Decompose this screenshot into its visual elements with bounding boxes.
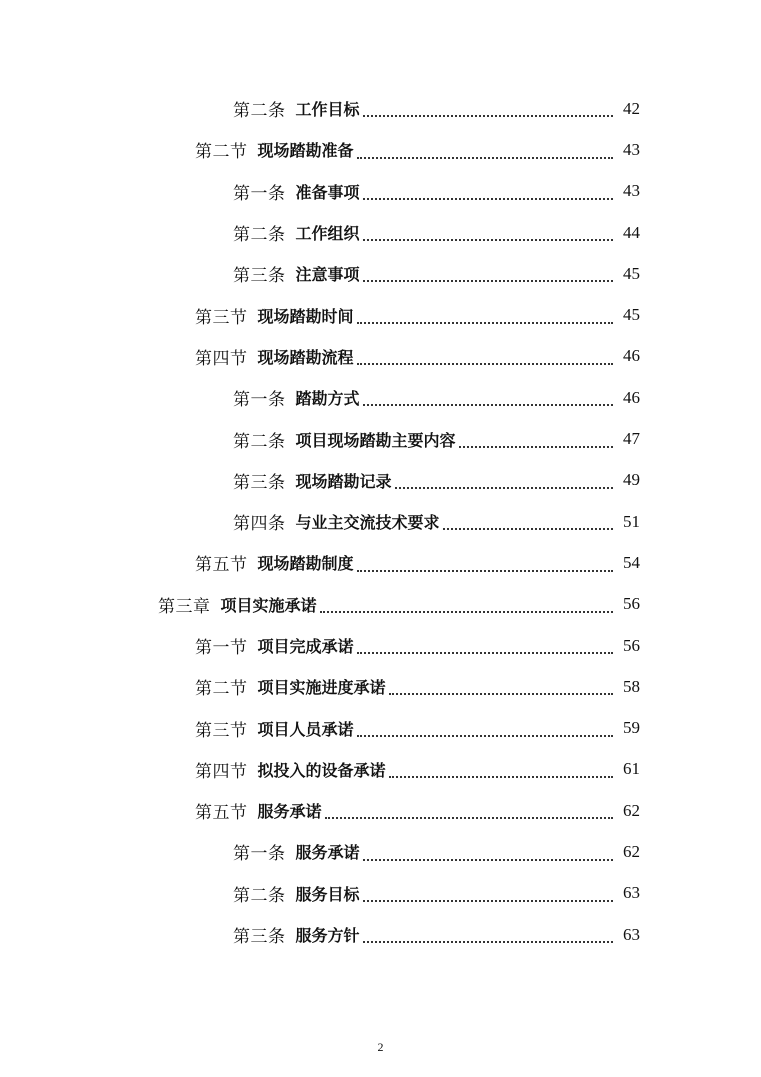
toc-entry-page: 56	[623, 635, 640, 655]
toc-entry-title: 服务承诺	[295, 843, 360, 863]
toc-entry-title: 与业主交流技术要求	[295, 513, 440, 533]
toc-entry[interactable]	[0, 625, 761, 666]
toc-entry-page: 43	[623, 181, 640, 201]
toc-entry-number: 第二节	[195, 679, 248, 700]
toc-entry-title: 项目现场踏勘主要内容	[295, 430, 456, 450]
toc-entry[interactable]	[0, 749, 761, 790]
toc-entry[interactable]	[0, 542, 761, 583]
toc-entry-title: 项目实施承诺	[220, 595, 317, 615]
toc-entry[interactable]	[0, 501, 761, 542]
toc-entry-page: 62	[623, 841, 640, 861]
toc-entry-number: 第三章	[158, 596, 211, 617]
toc-entry-page: 59	[623, 718, 640, 738]
toc-dot-leader	[363, 238, 613, 241]
toc-dot-leader	[357, 651, 613, 654]
toc-entry-title: 服务承诺	[257, 802, 322, 822]
toc-entry-title: 项目人员承诺	[257, 719, 354, 739]
toc-entry-title: 现场踏勘流程	[257, 347, 354, 367]
toc-entry[interactable]	[0, 171, 761, 212]
toc-entry-number: 第三条	[233, 472, 286, 493]
toc-entry-number: 第五节	[195, 555, 248, 576]
toc-entry-page: 44	[623, 222, 640, 242]
toc-dot-leader	[357, 569, 613, 572]
toc-entry-number: 第三节	[195, 307, 248, 328]
toc-dot-leader	[363, 899, 613, 902]
toc-dot-leader	[363, 403, 613, 406]
toc-entry-title: 注意事项	[295, 265, 360, 285]
toc-entry-number: 第二条	[233, 225, 286, 246]
toc-entry-number: 第二条	[233, 101, 286, 122]
toc-entry-title: 工作目标	[295, 100, 360, 120]
toc-entry-page: 43	[623, 139, 640, 159]
toc-entry-number: 第二条	[233, 431, 286, 452]
toc-entry-page: 61	[623, 759, 640, 779]
toc-entry[interactable]	[0, 294, 761, 335]
toc-entry-title: 现场踏勘时间	[257, 306, 354, 326]
toc-entry-title: 现场踏勘准备	[257, 141, 354, 161]
toc-entry-number: 第二条	[233, 885, 286, 906]
page-number: 2	[377, 1040, 384, 1054]
toc-entry-number: 第一条	[233, 390, 286, 411]
toc-entry-number: 第一节	[195, 638, 248, 658]
toc-dot-leader	[459, 445, 613, 448]
toc-entry[interactable]	[0, 914, 761, 955]
toc-entry-title: 项目实施进度承诺	[257, 678, 386, 698]
toc-dot-leader	[389, 775, 613, 778]
toc-entry-title: 项目完成承诺	[257, 637, 354, 656]
toc-dot-leader	[357, 321, 613, 324]
toc-entry-page: 54	[623, 552, 640, 572]
toc-entry[interactable]	[0, 377, 761, 418]
toc-dot-leader	[357, 362, 613, 365]
toc-entry-page: 51	[623, 511, 640, 531]
toc-entry-number: 第五节	[195, 803, 248, 824]
toc-entry-title: 工作组织	[295, 224, 360, 244]
toc-entry-title: 现场踏勘记录	[295, 471, 392, 491]
toc-entry-page: 46	[623, 346, 640, 366]
toc-entry-page: 42	[623, 98, 640, 118]
toc-dot-leader	[389, 692, 613, 695]
toc-entry-number: 第三条	[233, 927, 286, 948]
toc-entry[interactable]	[0, 707, 761, 748]
toc-dot-leader	[363, 114, 613, 117]
toc-entry[interactable]	[0, 790, 761, 831]
toc-entry[interactable]	[0, 212, 761, 253]
toc-entry-page: 46	[623, 387, 640, 407]
toc-entry-page: 58	[623, 676, 640, 696]
toc-entry[interactable]	[0, 129, 761, 170]
toc-entry-number: 第四条	[233, 514, 286, 535]
toc-entry-number: 第一条	[233, 844, 286, 865]
toc-entry-page: 49	[623, 470, 640, 490]
toc-entry[interactable]	[0, 253, 761, 294]
toc-entry-page: 63	[623, 883, 640, 903]
toc-entry[interactable]	[0, 460, 761, 501]
toc-dot-leader	[357, 734, 613, 737]
toc-entry-number: 第四节	[195, 761, 248, 782]
table-of-contents	[0, 88, 761, 955]
toc-entry-title: 准备事项	[295, 182, 360, 202]
toc-entry-page: 45	[623, 305, 640, 325]
toc-entry-number: 第三节	[195, 720, 248, 741]
toc-entry-number: 第三条	[233, 266, 286, 287]
toc-entry-page: 56	[623, 594, 640, 614]
toc-dot-leader	[357, 156, 613, 159]
toc-entry[interactable]	[0, 88, 761, 129]
toc-dot-leader	[320, 610, 613, 613]
toc-entry[interactable]	[0, 418, 761, 459]
toc-entry-title: 踏勘方式	[295, 389, 360, 409]
toc-entry[interactable]	[0, 873, 761, 914]
toc-entry-number: 第二节	[195, 142, 248, 163]
toc-entry[interactable]	[0, 831, 761, 872]
toc-entry-number: 第四节	[195, 348, 248, 369]
toc-entry[interactable]	[0, 584, 761, 625]
toc-dot-leader	[363, 940, 613, 943]
toc-entry[interactable]	[0, 666, 761, 707]
toc-entry[interactable]	[0, 336, 761, 377]
toc-dot-leader	[395, 486, 613, 489]
toc-entry-page: 63	[623, 924, 640, 944]
toc-entry-page: 47	[623, 429, 640, 449]
toc-dot-leader	[363, 279, 613, 282]
toc-entry-title: 拟投入的设备承诺	[257, 760, 386, 780]
toc-entry-page: 45	[623, 263, 640, 283]
toc-dot-leader	[363, 197, 613, 200]
toc-dot-leader	[363, 858, 613, 861]
toc-entry-title: 现场踏勘制度	[257, 554, 354, 574]
toc-dot-leader	[443, 527, 613, 530]
toc-entry-page: 62	[623, 800, 640, 820]
toc-dot-leader	[325, 816, 613, 819]
toc-entry-title: 服务方针	[295, 926, 360, 946]
toc-entry-title: 服务目标	[295, 884, 360, 904]
toc-entry-number: 第一条	[233, 183, 286, 204]
